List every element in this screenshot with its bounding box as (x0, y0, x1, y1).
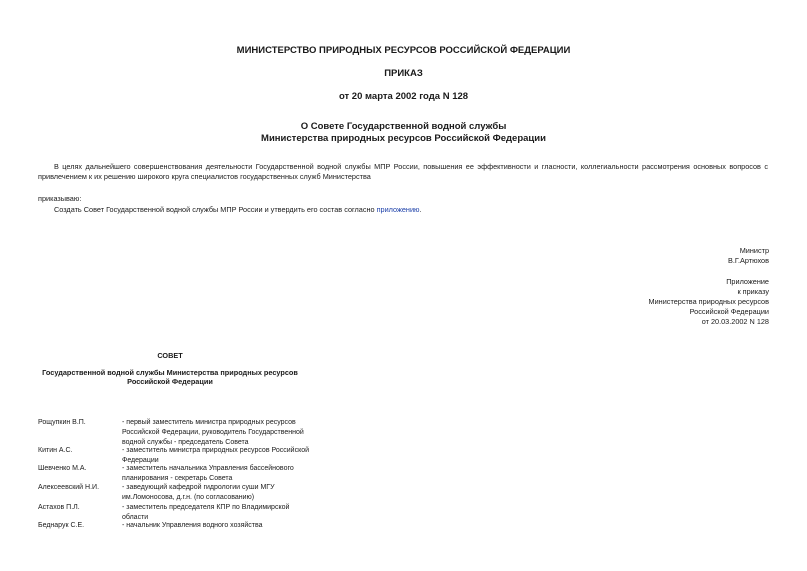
member-role: - заместитель председателя КПР по Владимирской области (122, 504, 290, 521)
member-role: - заместитель министра природных ресурсов Российской Федерации (122, 447, 310, 464)
title-line-2: Министерства природных ресурсов Российской Федерации (261, 133, 546, 144)
member-role: - начальник Управления водного хозяйства (122, 522, 263, 529)
appendix-line-3: Министерства природных ресурсов (648, 297, 769, 306)
appendix-line-1: Приложение (726, 277, 769, 286)
clause-text: Создать Совет Государственной водной службы МПР России и утвердить его состав согласно (54, 205, 377, 214)
clause-end: . (419, 205, 422, 214)
member-name: Беднарук С.Е. (38, 522, 85, 529)
signature-block (509, 246, 769, 266)
appendix-link[interactable]: приложению (376, 205, 420, 214)
member-name: Рощупкин В.П. (38, 419, 86, 426)
appendix-block (509, 277, 769, 327)
signature-position: Министр (739, 246, 769, 255)
council-title: СОВЕТ (157, 351, 183, 360)
doc-type-heading: ПРИКАЗ (384, 68, 423, 79)
date-number: от 20 марта 2002 года N 128 (338, 91, 469, 102)
member-role: - первый заместитель министра природных ресурсов Российской Федерации, руководитель Государственной водной службы - председатель Совета (122, 419, 304, 446)
order-word: приказываю: (38, 194, 82, 203)
title-line-1: О Совете Государственной водной службы (300, 121, 507, 132)
member-name: Шевченко М.А. (38, 465, 87, 472)
appendix-line-4: Российской Федерации (689, 307, 769, 316)
signature-name: В.Г.Артюхов (728, 256, 769, 265)
council-subtitle-line-1: Государственной водной службы Министерства природных ресурсов (42, 368, 298, 377)
council-subtitle-line-2: Российской Федерации (127, 377, 213, 386)
member-name: Китин А.С. (38, 447, 73, 454)
appendix-line-2: к приказу (737, 287, 769, 296)
member-name: Алексеевский Н.И. (38, 484, 100, 491)
member-role: - заместитель начальника Управления бассейнового планирования - секретарь Совета (122, 465, 294, 482)
member-name: Астахов П.Л. (38, 504, 80, 511)
ministry-heading: МИНИСТЕРСТВО ПРИРОДНЫХ РЕСУРСОВ РОССИЙСКОЙ ФЕДЕРАЦИИ (236, 45, 571, 56)
member-role: - заведующий кафедрой гидрологии суши МГУ им.Ломоносова, д.г.н. (по согласованию) (122, 484, 275, 501)
clause-paragraph (54, 205, 654, 215)
preamble-paragraph: В целях дальнейшего совершенствования деятельности Государственной водной службы МПР России, повышения ее эффективности и гласности, коллегиальности рассмотрения основных вопросов с привлечением к их решению широкого круга специалистов государственных служб Министерства (38, 162, 768, 181)
appendix-line-5: от 20.03.2002 N 128 (701, 317, 769, 326)
